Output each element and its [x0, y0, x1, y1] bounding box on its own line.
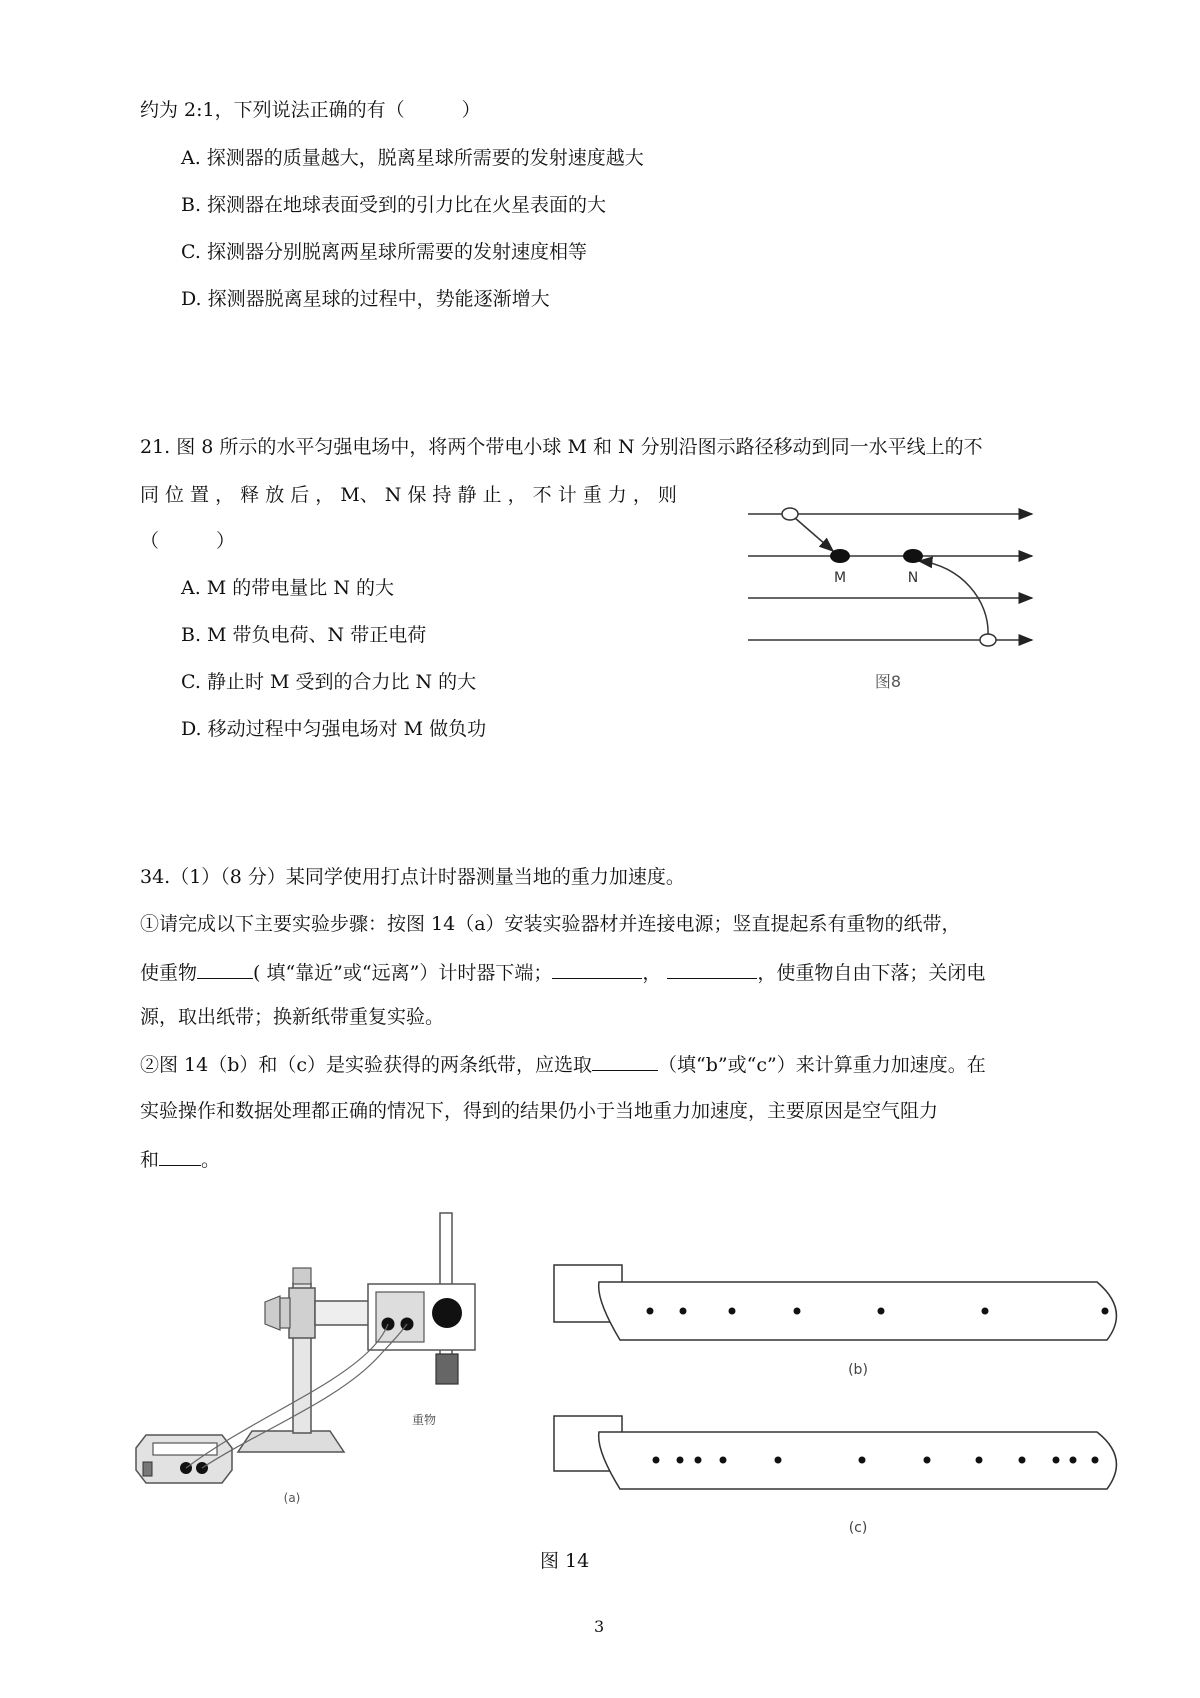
q34-title: 34.（1）（8 分）某同学使用打点计时器测量当地的重力加速度。 — [140, 866, 685, 888]
tape-dot — [794, 1308, 801, 1315]
tape-dot — [878, 1308, 885, 1315]
q21-option-d: D. 移动过程中匀强电场对 M 做负功 — [181, 718, 487, 740]
q34-step2-line3: 和 。 — [140, 1145, 220, 1173]
caption-a: (a) — [283, 1491, 301, 1505]
q21-stem-line3: （ ） — [140, 530, 236, 552]
figure-14-caption: 图 14 — [540, 1550, 590, 1572]
tape-dot — [775, 1457, 782, 1464]
q21-option-b: B. M 带负电荷、N 带正电荷 — [181, 624, 427, 646]
q34-step1-line1: ①请完成以下主要实验步骤：按图 14（a）安装实验器材并连接电源；竖直提起系有重物的纸带， — [140, 913, 961, 935]
q21-option-c: C. 静止时 M 受到的合力比 N 的大 — [181, 671, 477, 693]
tape-dot — [653, 1457, 660, 1464]
tape-dot — [976, 1457, 983, 1464]
tape-dot — [720, 1457, 727, 1464]
tape-dot — [1019, 1457, 1026, 1464]
q20-option-b: B. 探测器在地球表面受到的引力比在火星表面的大 — [181, 194, 607, 216]
tape-dot — [677, 1457, 684, 1464]
tape-dot — [1102, 1308, 1109, 1315]
page-number: 3 — [594, 1617, 605, 1636]
tape-dot — [859, 1457, 866, 1464]
label-n: N — [907, 570, 919, 586]
q21-option-a: A. M 的带电量比 N 的大 — [181, 577, 394, 599]
tape-dot — [729, 1308, 736, 1315]
q34-step1-line3: 源，取出纸带；换新纸带重复实验。 — [140, 1006, 445, 1028]
tape-c — [599, 1432, 1117, 1489]
tape-b — [599, 1282, 1117, 1340]
tape-dot — [1070, 1457, 1077, 1464]
tape-dot — [695, 1457, 702, 1464]
q20-stem: 约为 2:1，下列说法正确的有（ ） — [140, 99, 481, 121]
weight-label: 重物 — [412, 1413, 437, 1427]
q21-stem-line2: 同 位 置 ， 释 放 后 ， M、 N 保 持 静 止 ， 不 计 重 力 ， 则 — [140, 484, 677, 506]
tape-dot — [982, 1308, 989, 1315]
q20-option-c: C. 探测器分别脱离两星球所需要的发射速度相等 — [181, 241, 587, 263]
caption-c: (c) — [848, 1520, 868, 1536]
tape-dot — [1053, 1457, 1060, 1464]
tape-dot — [680, 1308, 687, 1315]
q20-option-a: A. 探测器的质量越大，脱离星球所需要的发射速度越大 — [181, 147, 644, 169]
figure-8-caption: 图8 — [874, 672, 902, 691]
tape-dot — [1092, 1457, 1099, 1464]
q34-step2-line1: ②图 14（b）和（c）是实验获得的两条纸带，应选取 （填“b”或“c”）来计算重力加速度。在 — [140, 1050, 986, 1078]
tape-dot — [924, 1457, 931, 1464]
q20-option-d: D. 探测器脱离星球的过程中，势能逐渐增大 — [181, 288, 550, 310]
q34-step2-line2: 实验操作和数据处理都正确的情况下，得到的结果仍小于当地重力加速度，主要原因是空气阻力 — [140, 1100, 939, 1122]
q34-step1-line2: 使重物 ( 填“靠近”或“远离”）计时器下端； ， ，使重物自由下落；关闭电 — [140, 958, 985, 986]
caption-b: (b) — [848, 1362, 868, 1378]
q21-stem-line1: 21. 图 8 所示的水平匀强电场中，将两个带电小球 M 和 N 分别沿图示路径移动到同一水平线上的不 — [140, 436, 983, 458]
tape-dot — [647, 1308, 654, 1315]
label-m: M — [833, 570, 847, 586]
